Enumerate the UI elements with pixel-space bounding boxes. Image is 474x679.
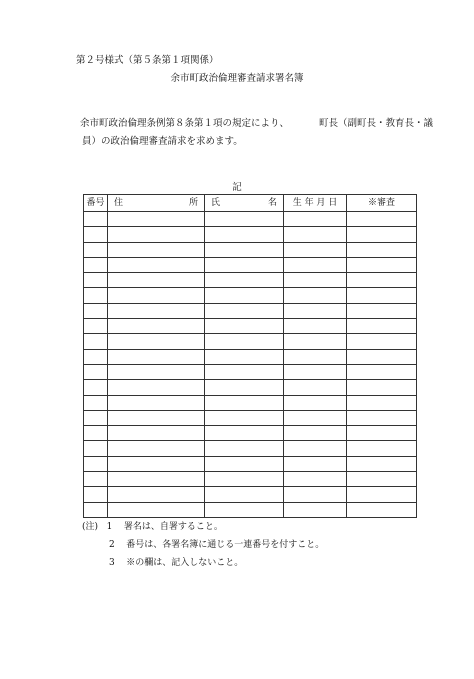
header-name-right: 名 (267, 197, 277, 208)
note-1-text: 署名は、自署すること。 (123, 522, 223, 532)
table-row (84, 487, 417, 502)
header-name-left: 氏 (211, 197, 221, 208)
note-3 (109, 555, 243, 568)
cell-number[interactable] (84, 303, 108, 318)
cell-name[interactable] (205, 303, 284, 318)
cell-review[interactable] (347, 349, 417, 364)
table-body (84, 212, 417, 518)
note-3-num: 3 (109, 558, 115, 568)
cell-dob[interactable] (284, 456, 347, 471)
cell-dob[interactable] (284, 227, 347, 242)
cell-dob[interactable] (284, 472, 347, 487)
cell-number[interactable] (84, 273, 108, 288)
cell-name[interactable] (205, 472, 284, 487)
cell-dob[interactable] (284, 487, 347, 502)
cell-name[interactable] (205, 456, 284, 471)
cell-review[interactable] (347, 212, 417, 227)
table-row (84, 212, 417, 227)
table-row (84, 426, 417, 441)
cell-number[interactable] (84, 257, 108, 272)
table-row (84, 303, 417, 318)
cell-address[interactable] (108, 380, 205, 395)
cell-dob[interactable] (284, 273, 347, 288)
cell-name[interactable] (205, 349, 284, 364)
cell-review[interactable] (347, 288, 417, 303)
cell-dob[interactable] (284, 441, 347, 456)
cell-name[interactable] (205, 502, 284, 517)
header-address (108, 195, 205, 212)
cell-review[interactable] (347, 380, 417, 395)
cell-name[interactable] (205, 227, 284, 242)
cell-review[interactable] (347, 426, 417, 441)
table-row (84, 227, 417, 242)
cell-dob[interactable] (284, 410, 347, 425)
cell-address[interactable] (108, 273, 205, 288)
cell-number[interactable] (84, 288, 108, 303)
cell-address[interactable] (108, 441, 205, 456)
header-address-left: 住 (114, 197, 124, 208)
note-2 (109, 537, 324, 550)
table-row (84, 395, 417, 410)
cell-name[interactable] (205, 426, 284, 441)
cell-address[interactable] (108, 242, 205, 257)
cell-review[interactable] (347, 410, 417, 425)
table-row (84, 319, 417, 334)
cell-review[interactable] (347, 364, 417, 379)
cell-dob[interactable] (284, 288, 347, 303)
cell-dob[interactable] (284, 212, 347, 227)
header-review: ※審査 (347, 195, 417, 212)
cell-address[interactable] (108, 395, 205, 410)
cell-review[interactable] (347, 395, 417, 410)
cell-number[interactable] (84, 227, 108, 242)
cell-dob[interactable] (284, 242, 347, 257)
cell-dob[interactable] (284, 257, 347, 272)
cell-number[interactable] (84, 242, 108, 257)
signature-table (83, 194, 417, 518)
cell-number[interactable] (84, 334, 108, 349)
header-number: 番号 (84, 195, 108, 212)
cell-review[interactable] (347, 487, 417, 502)
request-text-line1-left: 余市町政治倫理条例第８条第１項の規定により、 (80, 118, 290, 129)
note-prefix: (注) (82, 522, 99, 532)
table-row (84, 349, 417, 364)
note-2-num: 2 (109, 540, 115, 550)
cell-number[interactable] (84, 319, 108, 334)
table-row (84, 502, 417, 517)
note-1-num: 1 (106, 522, 113, 532)
table-row (84, 334, 417, 349)
cell-review[interactable] (347, 257, 417, 272)
request-text-line2: 員）の政治倫理審査請求を求めます。 (82, 136, 243, 147)
cell-name[interactable] (205, 364, 284, 379)
table-row (84, 472, 417, 487)
cell-address[interactable] (108, 487, 205, 502)
form-number: 第２号様式（第５条第１項関係） (76, 55, 219, 66)
header-dob: 生 年 月 日 (284, 195, 347, 212)
cell-review[interactable] (347, 273, 417, 288)
cell-name[interactable] (205, 487, 284, 502)
cell-dob[interactable] (284, 380, 347, 395)
cell-name[interactable] (205, 395, 284, 410)
cell-number[interactable] (84, 456, 108, 471)
cell-address[interactable] (108, 472, 205, 487)
cell-number[interactable] (84, 380, 108, 395)
cell-dob[interactable] (284, 303, 347, 318)
table-row (84, 441, 417, 456)
cell-dob[interactable] (284, 334, 347, 349)
request-text-line1-right: 町長（副町長・教育長・議 (319, 118, 434, 129)
cell-number[interactable] (84, 395, 108, 410)
section-mark-ki: 記 (232, 182, 242, 193)
cell-review[interactable] (347, 227, 417, 242)
table-row (84, 364, 417, 379)
header-name (205, 195, 284, 212)
cell-review[interactable] (347, 303, 417, 318)
cell-dob[interactable] (284, 349, 347, 364)
cell-address[interactable] (108, 334, 205, 349)
cell-address[interactable] (108, 227, 205, 242)
cell-review[interactable] (347, 502, 417, 517)
cell-address[interactable] (108, 212, 205, 227)
cell-address[interactable] (108, 364, 205, 379)
cell-review[interactable] (347, 319, 417, 334)
cell-address[interactable] (108, 303, 205, 318)
cell-address[interactable] (108, 502, 205, 517)
cell-review[interactable] (347, 334, 417, 349)
note-2-text: 番号は、各署名簿に通じる一連番号を付すこと。 (126, 540, 325, 550)
cell-number[interactable] (84, 502, 108, 517)
cell-name[interactable] (205, 410, 284, 425)
table-row (84, 380, 417, 395)
cell-name[interactable] (205, 242, 284, 257)
cell-name[interactable] (205, 380, 284, 395)
note-3-text: ※の欄は、記入しないこと。 (126, 558, 244, 568)
header-address-right: 所 (188, 197, 198, 208)
table-row (84, 257, 417, 272)
cell-dob[interactable] (284, 395, 347, 410)
cell-dob[interactable] (284, 319, 347, 334)
cell-address[interactable] (108, 349, 205, 364)
cell-dob[interactable] (284, 426, 347, 441)
cell-address[interactable] (108, 288, 205, 303)
cell-address[interactable] (108, 410, 205, 425)
cell-number[interactable] (84, 349, 108, 364)
table-header-row (84, 195, 417, 212)
cell-name[interactable] (205, 273, 284, 288)
cell-review[interactable] (347, 242, 417, 257)
cell-address[interactable] (108, 319, 205, 334)
cell-name[interactable] (205, 257, 284, 272)
cell-number[interactable] (84, 472, 108, 487)
table-row (84, 456, 417, 471)
table-row (84, 242, 417, 257)
cell-name[interactable] (205, 334, 284, 349)
cell-number[interactable] (84, 441, 108, 456)
cell-review[interactable] (347, 441, 417, 456)
note-1 (82, 519, 223, 532)
cell-name[interactable] (205, 212, 284, 227)
table-row (84, 410, 417, 425)
cell-review[interactable] (347, 472, 417, 487)
cell-number[interactable] (84, 212, 108, 227)
cell-number[interactable] (84, 364, 108, 379)
cell-name[interactable] (205, 441, 284, 456)
cell-address[interactable] (108, 456, 205, 471)
cell-review[interactable] (347, 456, 417, 471)
cell-dob[interactable] (284, 364, 347, 379)
table-row (84, 288, 417, 303)
cell-number[interactable] (84, 410, 108, 425)
cell-address[interactable] (108, 426, 205, 441)
cell-dob[interactable] (284, 502, 347, 517)
page-title: 余市町政治倫理審査請求署名簿 (170, 73, 304, 84)
table-row (84, 273, 417, 288)
cell-number[interactable] (84, 426, 108, 441)
cell-address[interactable] (108, 257, 205, 272)
cell-number[interactable] (84, 487, 108, 502)
cell-name[interactable] (205, 288, 284, 303)
cell-name[interactable] (205, 319, 284, 334)
